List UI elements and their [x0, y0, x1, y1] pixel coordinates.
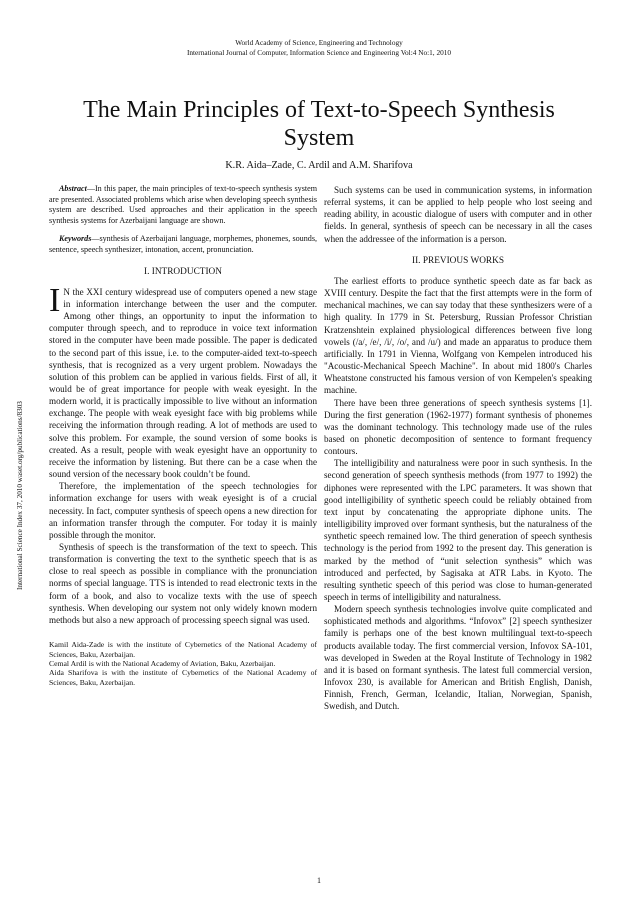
- intro-p1-text: N the XXI century widespread use of computers opened a new stage in information interchange between the user and the computer. Among other things, an opportunity to input the information to computer through speech, and to reproduce in voice text information stored in the computer have been made possible. The paper is dedicated to the second part of this issue, i.e. to the computer-aided text-to-speech synthesis, that is recognized as a very urgent problem. Nowadays the solution of this problem can be applied in various fields. First of all, it would be of great importance for people with weak eyesight. In the modern world, it is practically impossible to live without an information exchange. The people with weak eyesight face with big problems while receiving the information through reading. A lot of methods are used to solve this problem. For example, the sound version of some books is created. As a result, people with weak eyesight have an opportunity to receive the information by listening. But there can be a case when the sound version of the necessary book couldn’t be found.: [49, 286, 317, 480]
- left-column: [49, 184, 317, 687]
- section-1-heading: I. INTRODUCTION: [144, 266, 222, 277]
- right-column: [324, 184, 592, 713]
- abstract-label: Abstract: [59, 184, 87, 193]
- intro-paragraph-3: Synthesis of speech is the transformation of the text to speech. This transformation is converting the text to the synthetic speech that is as close to real speech as possible in compliance with the pronunciation norms of special language. TTS is intended to read electronic texts in the form of a book, and also to vocalize texts with the use of speech synthesis. When developing our system not only widely known modern methods but also a new approach of processing speech signal was used.: [49, 542, 317, 625]
- abstract-text: —In this paper, the main principles of text-to-speech synthesis system are presented. Associated problems which arise when developing speech synthesis system are described. Used approaches and their application in the speech synthesis systems for Azerbaijani language are shown.: [49, 184, 317, 225]
- page-number: 1: [317, 876, 321, 885]
- right-paragraph-3: There have been three generations of speech synthesis systems [1]. During the first generation (1962-1977) formant synthesis of phonemes was the dominant technology. This technology made use of the rules based on phonetic decomposition of sentence to formant frequency contours.: [324, 397, 592, 457]
- title-line-1: The Main Principles of Text-to-Speech Synthesis: [83, 97, 555, 123]
- section-2-heading: II. PREVIOUS WORKS: [411, 255, 505, 266]
- intro-paragraph-2: Therefore, the implementation of the speech technologies for information exchange for users with weak eyesight is of a crucial necessity. In fact, computer synthesis of speech opens a new direction for an information transfer through the computer. For today it is mainly possible through the monitor.: [49, 481, 317, 540]
- authors: K.R. Aida–Zade, C. Ardil and A.M. Sharifova: [225, 160, 413, 171]
- keywords-text: —synthesis of Azerbaijani language, morphemes, phonemes, sounds, sentence, speech synthesizer, intonation, accent, pronunciation.: [49, 234, 317, 254]
- drop-cap: I: [49, 281, 61, 319]
- abstract: [49, 184, 317, 226]
- footnote-line-3: Aida Sharifova is with the institute of Cybernetics of the National Academy of Sciences, Baku, Azerbaijan.: [49, 668, 317, 687]
- right-paragraph-5: Modern speech synthesis technologies involve quite complicated and sophisticated methods and algorithms. “Infovox” [2] speech synthesizer family is perhaps one of the best known multilingual text-to-speech products available today. The first commercial version, Infovox SA-101, was developed in Sweden at the Royal Institute of Technology in 1982 and it is based on formant synthesis. The latest full commercial version, Infovox 230, is available for American and British English, Danish, Finnish, French, German, Icelandic, Italian, Norwegian, Spanish, Swedish, and Dutch.: [324, 604, 592, 712]
- keywords: [49, 234, 317, 255]
- side-citation: International Science Index 37, 2010 waset.org/publications/8303: [16, 401, 24, 590]
- footnote-line-2: Cemal Ardil is with the National Academy of Aviation, Baku, Azerbaijan.: [49, 658, 276, 668]
- right-paragraph-4: The intelligibility and naturalness were poor in such synthesis. In the second generation of speech synthesis methods (from 1977 to 1992) the diphones were represented with the LPC parameters. It was shown that good intelligibility of synthetic speech could be reliably obtained from text input by concatenating the appropriate diphone units. The intelligibility improved over formant synthesis, but the naturalness of the synthetic speech remained low. The third generation of speech synthesis technology is the period from 1992 to the present day. This generation is marked by the method of “unit selection synthesis” which was introduced and perfected, by Sagisaka at ATR Labs. in Kyoto. The resulting synthetic speech of this period was close to human-generated speech in terms of intelligibility and naturalness.: [324, 458, 592, 602]
- journal-header-line2: International Journal of Computer, Information Science and Engineering Vol:4 No:1, 2010: [186, 48, 452, 57]
- intro-paragraph-1: [49, 281, 317, 481]
- right-paragraph-1: Such systems can be used in communication systems, in information referral systems, it can be applied to help people who lost seeing and reading ability, in acoustic dialogue of users with computer and in other fields. In general, synthesis of speech can be necessary in all the cases when the addressee of the information is a person.: [324, 185, 592, 244]
- footnote-line-1: Kamil Aida-Zade is with the institute of Cybernetics of the National Academy of Sciences, Baku, Azerbaijan.: [49, 640, 317, 659]
- journal-header-line1: World Academy of Science, Engineering and Technology: [235, 38, 403, 47]
- paper-title: [50, 96, 588, 152]
- keywords-label: Keywords: [59, 234, 92, 244]
- author-footnote: [49, 640, 317, 687]
- right-paragraph-2: The earliest efforts to produce synthetic speech date as far back as XVIII century. Despite the fact that the first attempts were in the form of mechanical machines, we can say today that these synthesizers were of a high quality. In 1779 in St. Petersburg, Russian Professor Christian Kratzenshtein explained physiological differences between five long vowels (/a/, /e/, /i/, /o/, and /u/) and made an apparatus to produce them artificially. In 1791 in Vienna, Wolfgang von Kempelen introduced his "Acoustic-Mechanical Speech Machine". In about mid 1800's Charles Wheatstone constructed his famous version of von Kempelen's speaking machine.: [324, 275, 592, 396]
- title-line-2: System: [283, 125, 355, 151]
